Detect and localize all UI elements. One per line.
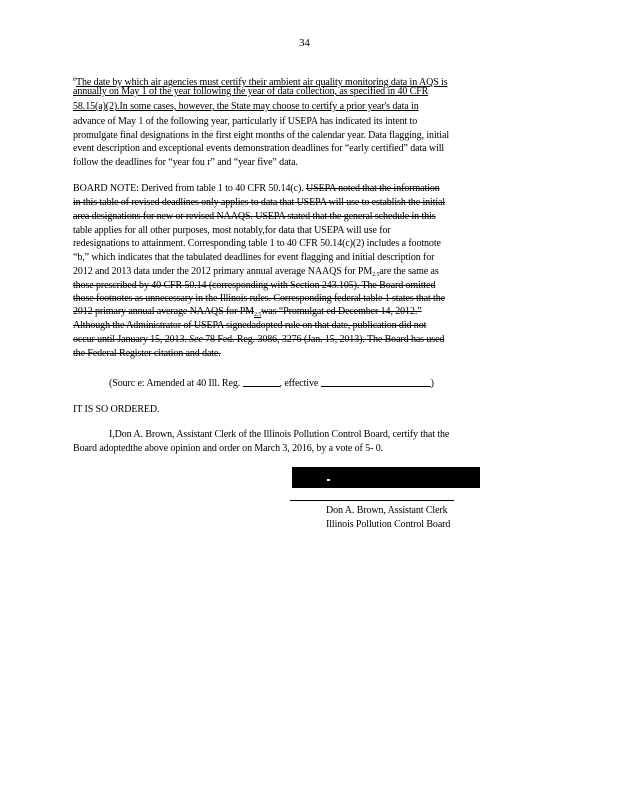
footnote-line: advance of May 1 of the following year, particularly if USEPA has indicated its intent to: [73, 116, 418, 127]
register-volume-blank: [243, 377, 280, 387]
ordered-statement: IT IS SO ORDERED.: [73, 404, 160, 415]
footnote-line: event description and exceptional events demonstration deadlines for “early certified” data will: [73, 143, 445, 154]
effective-date-blank: [321, 377, 431, 387]
signatory-name: Don A. Brown, Assistant Clerk: [326, 505, 448, 516]
page-number: 34: [299, 37, 310, 49]
certification-line: I,Don A. Brown, Assistant Clerk of the Illinois Pollution Control Board, certify that the: [109, 429, 450, 440]
source-note: (Sourc e: Amended at 40 Ill. Reg. , effective ): [109, 378, 434, 389]
board-note-line: occur until January 15, 2013. See 78 Fed. Reg. 3086, 3276 (Jan. 15, 2013). The Board has used: [73, 334, 445, 345]
certification-line: Board adoptedthe above opinion and order on March 3, 2016, by a vote of 5- 0.: [73, 443, 383, 454]
footnote-line: annually on May 1 of the year following the year of data collection, as specified in 40 CFR: [73, 86, 429, 97]
board-note-line: those prescribed by 40 CFR 50.14 (corresponding with Section 243.105). The Board omitted: [73, 280, 436, 291]
footnote-line: promulgate final designations in the first eight months of the calendar year. Data flagging, initial: [73, 130, 450, 141]
footnote-line: follow the deadlines for “year fou r” and “year five” data.: [73, 157, 298, 168]
board-note-line: table applies for all other purposes, most notably,for data that USEPA will use for: [73, 225, 391, 236]
footnote-line: $^e$The date by which air agencies must certify their ambient air quality monitoring data in AQS is: [73, 75, 448, 88]
board-note-line: 2012 and 2013 data under the 2012 primary annual average NAAQS for $PM_{2.5}are$ the same as: [73, 266, 439, 278]
board-note-line: redesignations to attainment. Corresponding table 1 to 40 CFR 50.14(c)(2) includes a footnote: [73, 238, 441, 249]
board-note-line: BOARD NOTE: Derived from table 1 to 40 CFR 50.14(c). USEPA noted that the information: [73, 183, 440, 194]
board-note-line: “b,” which indicates that the tabulated deadlines for event flagging and initial description for: [73, 252, 435, 263]
signature-line: [290, 500, 454, 501]
board-note-line: area designations for new or revised NAAQS. USEPA stated that the general schedule in this: [73, 211, 436, 222]
redacted-signature: [292, 467, 480, 488]
board-note-line: the Federal Register citation and date.: [73, 348, 221, 359]
board-note-line: Although the Administrator of USEPA signedadopted rule on that date, publication did not: [73, 320, 427, 331]
board-note-line: those footnotes as unnecessary in the Illinois rules. Corresponding federal table 1 states that the: [73, 293, 445, 304]
board-note-line: 2012 primary annual average NAAQS for $PM_{2.5}was$ “Promulgat ed December 14, 2012.”: [73, 306, 422, 318]
footnote-line: 58.15(a)(2).In some cases, however, the State may choose to certify a prior year's data in: [73, 101, 419, 112]
board-note-line: in this table of revised deadlines only applies to data that USEPA will use to establish the initial: [73, 197, 446, 208]
signatory-organization: Illinois Pollution Control Board: [326, 519, 451, 530]
footnote-marker: e: [73, 75, 77, 83]
